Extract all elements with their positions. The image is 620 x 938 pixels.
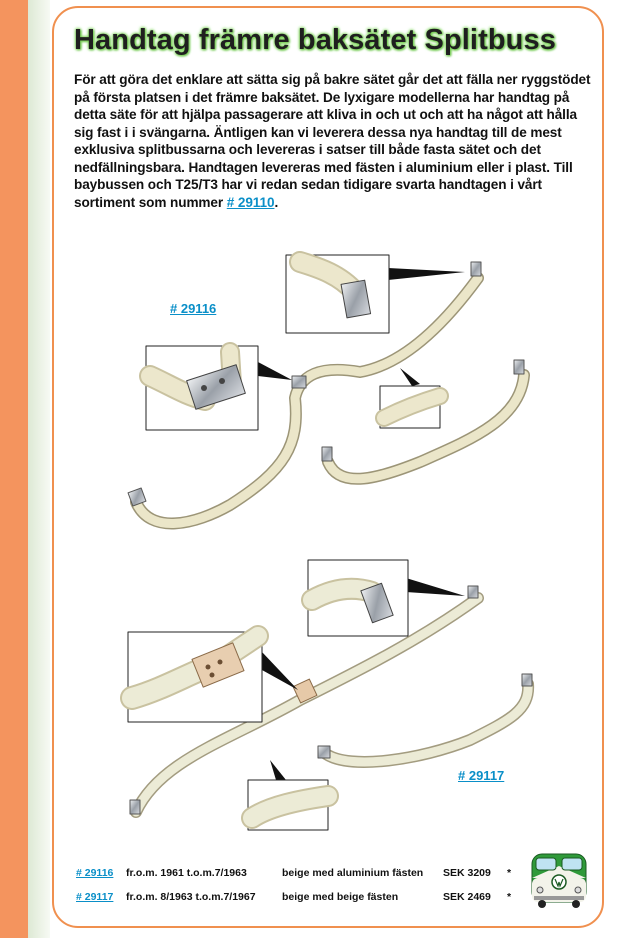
product-desc: beige med beige fästen	[282, 891, 399, 903]
figure-label-29117[interactable]: # 29117	[458, 768, 505, 783]
page-title: Handtag främre baksätet Splitbuss	[74, 24, 556, 56]
product-desc: beige med aluminium fästen	[282, 867, 424, 879]
link-29110[interactable]: # 29110	[226, 194, 275, 210]
product-price: SEK 2469	[443, 891, 491, 903]
product-years: fr.o.m. 1961 t.o.m.7/1963	[126, 867, 247, 879]
handle-set-29116	[128, 255, 524, 523]
description-end: .	[274, 194, 279, 210]
product-price: SEK 3209	[443, 867, 491, 879]
product-mark: *	[507, 867, 512, 879]
product-years: fr.o.m. 8/1963 t.o.m.7/1967	[126, 891, 256, 903]
product-number-link[interactable]: # 29116	[76, 867, 114, 879]
figure-label-29116[interactable]: # 29116	[170, 301, 217, 316]
product-mark: *	[507, 891, 512, 903]
vw-bus-icon	[528, 852, 590, 908]
description-text: För att göra det enklare att sätta sig på bakre sätet går det att fälla ner ryggstödet på första platsen i det främre baksätet. De lyxigare modellerna har handtag på detta säte för att hjälpa passagerare att kliva in och ut och att ha något att hålla sig fast i i svängarna. Äntligen kan vi leverera dessa nya handtag till de mest exklusiva splitbussarna och levereras i satser till både fasta sätet och det nedfällningsbara. Handtagen levereras med fästen i aluminium eller i plast. Till baybussen och T25/T3 har vi redan sedan tidigare svarta handtagen i vårt sortiment som nummer	[74, 72, 591, 210]
product-number-link[interactable]: # 29117	[76, 891, 114, 903]
handle-set-29117	[128, 560, 532, 830]
